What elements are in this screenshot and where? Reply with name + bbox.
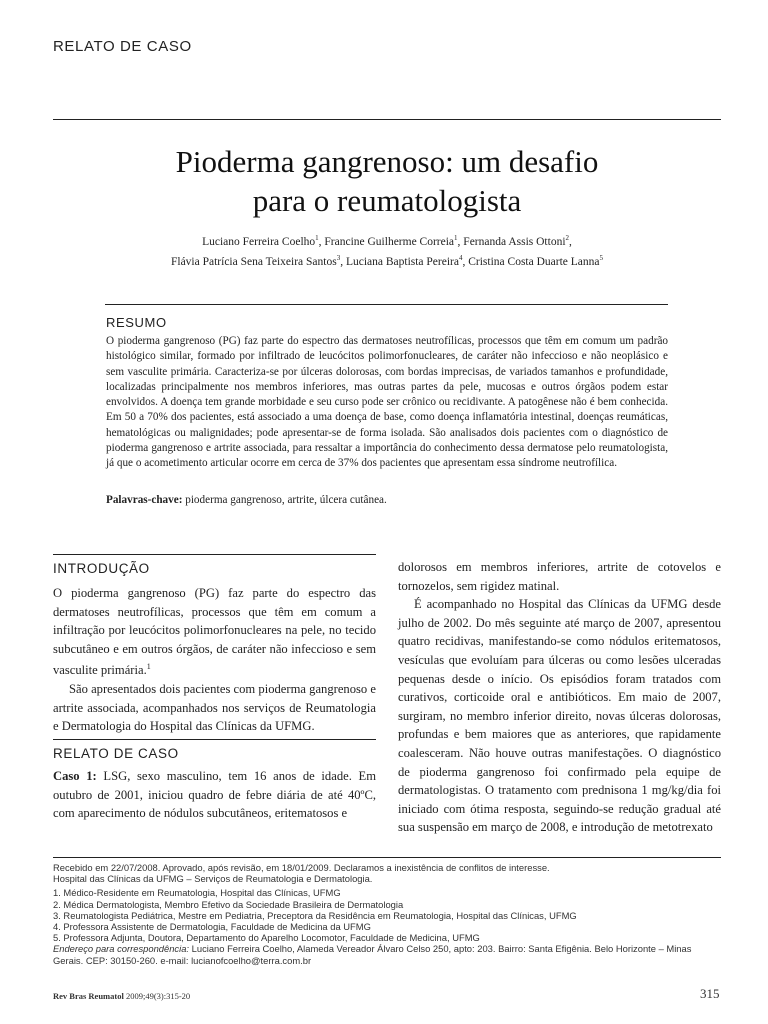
affiliation-4: 4. Professora Assistente de Dermatologia, Faculdade de Medicina da UFMG — [53, 921, 371, 933]
right-paragraph-1: dolorosos em membros inferiores, artrite de cotovelos e tornozelos, sem rigidez matinal. — [398, 560, 721, 593]
author-affiliation: 5 — [599, 253, 603, 262]
footnote-divider — [53, 857, 721, 858]
abstract-text: O pioderma gangrenoso (PG) faz parte do espectro das dermatoses neutrofílicas, processos que têm em comum um padrão histológico similar, formado por infiltrado de leucócitos polimorfonucleares, de caráter não infeccioso e não neoplásico e sem vasculite primária. Caracteriza-se por úlceras dolorosas, com bordas imprecisas, de variados tamanhos e profundidade, localizadas principalmente nos membros inferiores, mas outras partes da pele, mucosas e outros órgãos podem estar envolvidos. A doença tem grande morbidade e seu curso pode ser crônico ou recidivante. A patogênese não é bem conhecida. Em 50 a 70% dos pacientes, está associado a uma doença de base, como doença inflamatória intestinal, doenças reumáticas, hematológicas ou malignidades; pode apresentar-se de forma isolada. São analisados dois pacientes com o diagnóstico de pioderma gangrenoso e artrite associada, para ressaltar a importância do conhecimento dessa dermatose pelo reumatologista, já que o acometimento articular ocorre em cerca de 37% dos pacientes que apresentam essa síndrome neutrofílica. — [106, 335, 668, 470]
header-divider — [53, 119, 721, 120]
case-divider — [53, 739, 376, 740]
right-column-body — [398, 558, 721, 837]
author-name: Flávia Patrícia Sena Teixeira Santos — [170, 255, 337, 268]
page-number: 315 — [700, 986, 720, 1001]
intro-body — [53, 584, 376, 736]
keywords-label: Palavras-chave: — [106, 494, 183, 506]
journal-volume: 2009;49(3):315-20 — [125, 991, 191, 1001]
case-body — [53, 767, 376, 823]
title-line-2: para o reumatologista — [252, 183, 522, 218]
affiliation-3: 3. Reumatologista Pediátrica, Mestre em Pediatria, Preceptora da Residência em Reumatologia, Hospital das Clínicas, UFMG — [53, 909, 577, 921]
hospital-note: Hospital das Clínicas da UFMG – Serviços de Reumatologia e Dermatologia. — [53, 873, 373, 885]
intro-paragraph-1: O pioderma gangrenoso (PG) faz parte do espectro das dermatoses neutrofílicas, processos que têm em comum a infiltração por leucócitos polimorfonucleares na pele, no tecido subcutâneo e em outros órgãos, de caráter não infeccioso e sem vasculite primária.$^1$ — [53, 586, 376, 678]
footnote-header — [53, 862, 721, 884]
journal-citation — [53, 991, 190, 1001]
citation-ref: 1 — [146, 662, 151, 672]
author-name: Luciana Baptista Pereira — [345, 255, 459, 268]
affiliation-5: 5. Professora Adjunta, Doutora, Departamento do Aparelho Locomotor, Faculdade de Medicina, UFMG — [53, 932, 480, 944]
abstract-heading: RESUMO — [106, 315, 167, 330]
author-name: Cristina Costa Duarte Lanna — [468, 255, 600, 268]
affiliation-1: 1. Médico-Residente em Reumatologia, Hospital das Clínicas, UFMG — [53, 887, 341, 899]
author-affiliation: 2 — [565, 234, 570, 242]
abstract-divider — [105, 304, 668, 305]
author-affiliation: 4 — [458, 253, 463, 262]
correspondence-address: Luciano Ferreira Coelho, Alameda Vereador Álvaro Celso 250, apto: 203. Bairro: Santa Efigênia. Belo Horizonte – Minas Gerais. CEP: 30150-260. e-mail: lucianofcoelho@terra.com.br — [53, 943, 692, 966]
affiliation-2: 2. Médica Dermatologista, Membro Efetivo da Sociedade Brasileira de Dermatologia — [53, 898, 404, 910]
authors-line-1: Luciano Ferreira Coelho$^1$, Francine Guilherme Correia$^1$, Fernanda Assis Ottoni$^2$, — [202, 234, 572, 248]
correspondence — [53, 943, 721, 965]
author-name: Fernanda Assis Ottoni — [463, 235, 566, 248]
journal-name: Rev Bras Reumatol — [53, 991, 124, 1001]
title-line-1: Pioderma gangrenoso: um desafio — [175, 144, 599, 179]
authors-line-2: Flávia Patrícia Sena Teixeira Santos$^3$, Luciana Baptista Pereira$^4$, Cristina Costa Duarte Lanna$^5$ — [170, 253, 603, 268]
keywords — [106, 494, 668, 506]
author-name: Francine Guilherme Correia — [324, 235, 455, 248]
case-1-text: LSG, sexo masculino, tem 16 anos de idade. Em outubro de 2001, iniciou quadro de febre diária de até 40ºC, com aparecimento de nódulos subcutâneos, eritematosos e — [53, 769, 377, 821]
author-affiliation: 1 — [454, 234, 458, 242]
keywords-value: pioderma gangrenoso, artrite, úlcera cutânea. — [185, 494, 387, 506]
author-name: Luciano Ferreira Coelho — [202, 235, 316, 248]
intro-heading: INTRODUÇÃO — [53, 561, 150, 576]
author-affiliation: 3 — [336, 253, 341, 262]
case-1-paragraph — [53, 767, 376, 823]
intro-paragraph-2: São apresentados dois pacientes com pioderma gangrenoso e artrite associada, acompanhados nos serviços de Reumatologia e Dermatologia do Hospital das Clínicas da UFMG. — [53, 682, 376, 734]
correspondence-label: Endereço para correspondência: — [53, 943, 190, 955]
case-1-label: Caso 1: — [53, 769, 97, 783]
footnotes — [53, 862, 721, 966]
received-note: Recebido em 22/07/2008. Aprovado, após revisão, em 18/01/2009. Declaramos a inexistência de conflitos de interesse. — [53, 862, 550, 873]
author-list — [53, 230, 721, 270]
right-paragraph-2: É acompanhado no Hospital das Clínicas da UFMG desde julho de 2002. Do mês seguinte até março de 2007, apresentou quatro recidivas, manifestando-se como nódulos eritematosos, vesículas que evoluíam para úlceras ou como lesões ulceradas pequenas desde o início. Os episódios foram tratados com curativos, corticoide oral e antibióticos. Em maio de 2007, surgiram, no membro inferior direito, novas úlceras dolorosas, profundas e bem maiores que as anteriores, que rapidamente coalesceram. Não houve outras manifestações. O diagnóstico de pioderma gangrenoso foi confirmado pela equipe de dermatologistas. O tratamento com prednisona 1 mg/kg/dia foi iniciado com ótima resposta, seguindo-se redução gradual até sua suspensão em março de 2008, e introdução de metotrexato — [398, 597, 721, 835]
section-header: RELATO DE CASO — [53, 38, 192, 55]
article-title — [53, 142, 721, 220]
case-heading: RELATO DE CASO — [53, 746, 179, 761]
intro-divider — [53, 554, 376, 555]
author-affiliation: 1 — [315, 234, 319, 242]
